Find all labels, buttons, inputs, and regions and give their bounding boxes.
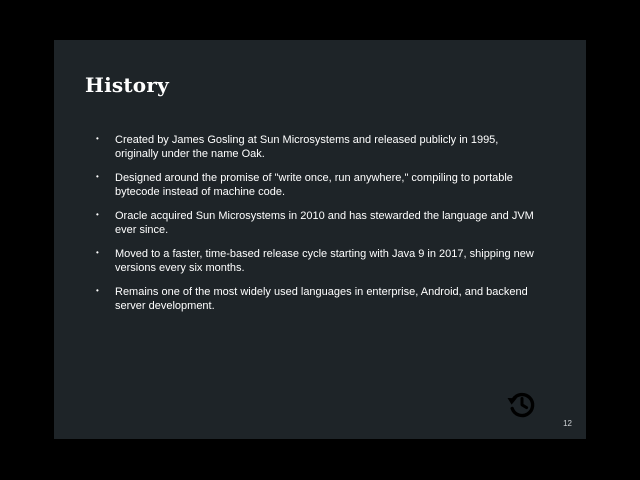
history-icon-graphic	[505, 388, 537, 420]
bullet-text: Oracle acquired Sun Microsystems in 2010 and has stewarded the language and JVM ever since.	[115, 210, 534, 236]
bullet-item	[94, 133, 534, 161]
bullet-list	[94, 133, 534, 323]
bullet-item	[94, 209, 534, 237]
bullet-text: Created by James Gosling at Sun Microsystems and released publicly in 1995, originally under the name Oak.	[115, 134, 499, 160]
bullet-marker: •	[96, 248, 99, 257]
bullet-item	[94, 171, 534, 199]
bullet-text: Remains one of the most widely used languages in enterprise, Android, and backend server development.	[115, 286, 528, 312]
bullet-item	[94, 247, 534, 275]
bullet-text: Designed around the promise of "write once, run anywhere," compiling to portable bytecode instead of machine code.	[115, 172, 513, 198]
bullet-item	[94, 285, 534, 313]
page-number: 12	[563, 419, 572, 428]
bullet-marker: •	[96, 134, 99, 143]
bullet-marker: •	[96, 210, 99, 219]
bullet-marker: •	[96, 286, 99, 295]
bullet-marker: •	[96, 172, 99, 181]
slide	[54, 40, 586, 439]
slide-title: History	[85, 73, 169, 97]
history-icon[interactable]	[505, 388, 537, 420]
bullet-text: Moved to a faster, time-based release cycle starting with Java 9 in 2017, shipping new versions every six months.	[115, 248, 534, 274]
